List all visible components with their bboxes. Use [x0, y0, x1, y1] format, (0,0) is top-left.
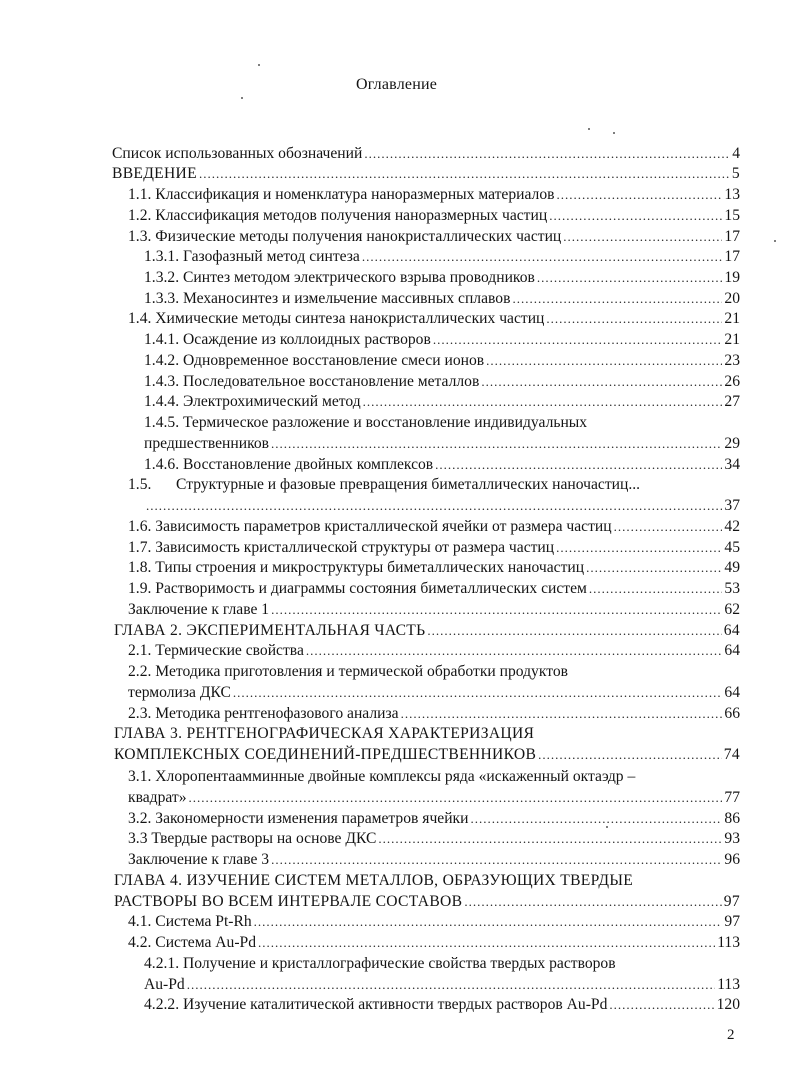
- toc-leader: [427, 620, 721, 642]
- toc-leader: [586, 557, 722, 579]
- toc-entry-title: 1.4.6. Восстановление двойных комплексов: [144, 456, 434, 473]
- toc-entry-page: 97: [724, 913, 740, 930]
- toc-entry-page: 4: [732, 145, 740, 162]
- toc-entry-title: РАСТВОРЫ ВО ВСЕМ ИНТЕРВАЛЕ СОСТАВОВ: [114, 893, 463, 910]
- toc-entry[interactable]: [128, 226, 740, 248]
- toc-entry-title: КОМПЛЕКСНЫХ СОЕДИНЕНИЙ-ПРЕДШЕСТВЕННИКОВ: [114, 746, 537, 763]
- toc-leader: [233, 682, 722, 704]
- toc-entry-page: 74: [723, 746, 740, 763]
- toc-entry-page: 21: [724, 310, 740, 327]
- toc-leader: [363, 391, 723, 413]
- toc-entry-line: 2.2. Методика приготовления и термической обработки продуктов: [128, 663, 568, 680]
- toc-entry-title: 3.3 Твердые растворы на основе ДКС: [128, 830, 377, 847]
- toc-entry-title: 1.6. Зависимость параметров кристаллической ячейки от размера частиц: [128, 518, 612, 535]
- toc-entry[interactable]: [114, 744, 740, 766]
- toc-entry[interactable]: [128, 516, 740, 538]
- toc-entry-line: ГЛАВА 3. РЕНТГЕНОГРАФИЧЕСКАЯ ХАРАКТЕРИЗАЦИЯ: [114, 725, 535, 742]
- toc-leader: [378, 828, 722, 850]
- toc-entry-page: 21: [724, 331, 740, 348]
- toc-entry[interactable]: [128, 787, 740, 809]
- toc-leader: [364, 143, 730, 165]
- toc-entry-title: 1.4. Химические методы синтеза нанокристаллических частиц: [128, 310, 545, 327]
- toc-entry-title: 1.2. Классификация методов получения наноразмерных частиц: [128, 207, 548, 224]
- toc-entry-number: 1.5.: [128, 476, 152, 493]
- toc-entry-page: 42: [724, 518, 740, 535]
- toc-leader: [470, 808, 722, 830]
- toc-entry-page: 45: [724, 539, 740, 556]
- toc-entry-page: 64: [724, 642, 740, 659]
- toc-leader: [486, 350, 722, 372]
- toc-entry-title: ВВЕДЕНИЕ: [112, 165, 197, 182]
- toc-leader: [199, 163, 730, 185]
- toc-entry-title: Au-Pd: [144, 976, 185, 993]
- toc-leader: [481, 371, 722, 393]
- toc-entry[interactable]: [144, 454, 740, 476]
- toc-entry-title: 1.3.2. Синтез методом электрического взрыва проводников: [144, 269, 535, 286]
- toc-entry[interactable]: [128, 599, 740, 621]
- toc-leader: [556, 537, 722, 559]
- toc-entry-page: 34: [724, 456, 740, 473]
- toc-entry-title: 1.9. Растворимость и диаграммы состояния биметаллических систем: [128, 580, 587, 597]
- toc-leader: [546, 308, 722, 330]
- toc-leader: [254, 911, 723, 933]
- toc-leader: [464, 891, 721, 913]
- toc-entry-page: 53: [724, 580, 740, 597]
- toc-entry[interactable]: [144, 495, 740, 517]
- toc-leader: [401, 703, 723, 725]
- toc-leader: [271, 433, 722, 455]
- toc-entry-line: Структурные и фазовые превращения биметаллических наночастиц...: [176, 476, 641, 493]
- toc-leader: [512, 288, 722, 310]
- toc-entry-title: предшественников: [144, 435, 270, 452]
- toc-entry-title: 1.8. Типы строения и микроструктуры биметаллических наночастиц: [128, 559, 585, 576]
- toc-entry-title: Заключение к главе 3: [128, 851, 270, 868]
- toc-entry[interactable]: [112, 163, 740, 185]
- toc-entry-page: 113: [717, 934, 740, 951]
- toc-entry[interactable]: [144, 329, 740, 351]
- toc-entry-page: 5: [731, 165, 740, 182]
- toc-entry[interactable]: [144, 288, 740, 310]
- toc-leader: [614, 516, 723, 538]
- toc-entry-line: ГЛАВА 4. ИЗУЧЕНИЕ СИСТЕМ МЕТАЛЛОВ, ОБРАЗУЮЩИХ ТВЕРДЫЕ: [114, 872, 634, 889]
- toc-entry-page: 17: [724, 248, 740, 265]
- toc-entry-page: 96: [724, 851, 740, 868]
- toc-entry-title: 1.3.1. Газофазный метод синтеза: [144, 248, 360, 265]
- toc-entry-line: 4.2.1. Получение и кристаллографические свойства твердых растворов: [144, 955, 616, 972]
- toc-leader: [537, 267, 723, 289]
- toc-entry-title: Заключение к главе 1: [128, 601, 270, 618]
- toc-leader: [187, 974, 715, 996]
- toc-entry-title: ГЛАВА 2. ЭКСПЕРИМЕНТАЛЬНАЯ ЧАСТЬ: [114, 622, 426, 639]
- toc-leader: [146, 495, 722, 517]
- toc-entry-page: 62: [724, 601, 740, 618]
- toc-entry[interactable]: [128, 932, 740, 954]
- toc-entry[interactable]: [128, 828, 740, 850]
- toc-entry-page: 26: [724, 373, 740, 390]
- toc-leader: [609, 994, 714, 1016]
- toc-entry-page: 17: [724, 228, 740, 245]
- toc-leader: [362, 246, 723, 268]
- toc-entry-page: 49: [724, 559, 740, 576]
- toc-entry[interactable]: [144, 994, 740, 1016]
- toc-entry-page: 19: [724, 269, 740, 286]
- toc-entry[interactable]: [144, 371, 740, 393]
- toc-entry[interactable]: [128, 557, 740, 579]
- toc-entry-title: 1.4.3. Последовательное восстановление металлов: [144, 373, 480, 390]
- toc-entry-page: 20: [724, 290, 740, 307]
- toc-entry-title: 2.3. Методика рентгенофазового анализа: [128, 705, 399, 722]
- toc-entry-title: 1.7. Зависимость кристаллической структуры от размера частиц: [128, 539, 555, 556]
- toc-entry-title: 3.2. Закономерности изменения параметров ячейки: [128, 810, 469, 827]
- toc-entry[interactable]: [144, 391, 740, 413]
- toc-leader: [258, 932, 715, 954]
- toc-entry[interactable]: [144, 246, 740, 268]
- toc-entry[interactable]: [128, 184, 740, 206]
- page-number: 2: [727, 1027, 735, 1043]
- toc-entry-page: 15: [724, 207, 740, 224]
- toc-entry[interactable]: [114, 891, 740, 913]
- scan-speck: [774, 240, 776, 242]
- toc-entry-page: 86: [724, 810, 740, 827]
- toc-entry-title: 1.3.3. Механосинтез и измельчение массивных сплавов: [144, 290, 511, 307]
- toc-leader: [271, 599, 722, 621]
- toc-entry-title: 2.1. Термические свойства: [128, 642, 304, 659]
- toc-entry[interactable]: [128, 578, 740, 600]
- toc-entry-page: 23: [724, 352, 740, 369]
- toc-leader: [306, 640, 723, 662]
- toc-entry[interactable]: [128, 849, 740, 871]
- toc-entry[interactable]: [128, 205, 740, 227]
- toc-entry-title: квадрат»: [128, 789, 187, 806]
- toc-entry[interactable]: [144, 974, 740, 996]
- toc-leader: [589, 578, 723, 600]
- toc-entry-line: 3.1. Хлоропентаамминные двойные комплексы ряда «искаженный октаэдр –: [128, 768, 636, 785]
- toc-entry-title: термолиза ДКС: [128, 684, 231, 701]
- toc-leader: [538, 744, 722, 766]
- toc-entry[interactable]: [128, 703, 740, 725]
- toc-entry[interactable]: [144, 350, 740, 372]
- toc-entry[interactable]: [112, 143, 740, 165]
- toc-entry[interactable]: [128, 808, 740, 830]
- toc-entry[interactable]: [128, 537, 740, 559]
- scan-speck: [588, 128, 590, 130]
- scan-speck: [606, 826, 608, 828]
- toc-entry-title: 1.4.4. Электрохимический метод: [144, 393, 361, 410]
- toc-leader: [271, 849, 722, 871]
- toc-entry-page: 13: [724, 186, 740, 203]
- toc-entry-title: 1.4.2. Одновременное восстановление смеси ионов: [144, 352, 485, 369]
- toc-leader: [557, 184, 723, 206]
- toc-entry-page: 93: [724, 830, 740, 847]
- toc-entry-page: 64: [723, 622, 740, 639]
- toc-entry-page: 113: [717, 976, 740, 993]
- scan-speck: [241, 97, 243, 99]
- toc-entry-page: 97: [723, 893, 740, 910]
- toc-entry[interactable]: [128, 640, 740, 662]
- toc-leader: [435, 454, 722, 476]
- toc-entry-title: 1.3. Физические методы получения нанокристаллических частиц: [128, 228, 562, 245]
- toc-entry[interactable]: [128, 911, 740, 933]
- toc-entry-title: 4.2. Система Au-Pd: [128, 934, 256, 951]
- toc-entry-title: 4.2.2. Изучение каталитической активности твердых растворов Au-Pd: [144, 996, 608, 1013]
- scan-speck: [258, 64, 260, 66]
- toc-leader: [433, 329, 723, 351]
- toc-leader: [549, 205, 722, 227]
- toc-entry-page: 37: [724, 497, 740, 514]
- toc-entry-page: 77: [724, 789, 740, 806]
- toc-entry-line: 1.4.5. Термическое разложение и восстановление индивидуальных: [144, 414, 588, 431]
- toc-entry[interactable]: [128, 682, 740, 704]
- toc-leader: [189, 787, 723, 809]
- toc-entry-title: Список использованных обозначений: [112, 145, 363, 162]
- toc-entry-title: 1.1. Классификация и номенклатура наноразмерных материалов: [128, 186, 555, 203]
- toc-entry-page: 29: [724, 435, 740, 452]
- toc-entry-page: 66: [724, 705, 740, 722]
- toc-entry[interactable]: [144, 433, 740, 455]
- toc-entry-page: 64: [724, 684, 740, 701]
- toc-entry-title: 4.1. Система Pt-Rh: [128, 913, 252, 930]
- scan-speck: [613, 132, 615, 134]
- toc-entry-page: 27: [724, 393, 740, 410]
- toc-entry-page: 120: [716, 996, 740, 1013]
- toc-entry[interactable]: [114, 620, 740, 642]
- toc-entry-title: 1.4.1. Осаждение из коллоидных растворов: [144, 331, 431, 348]
- toc-entry[interactable]: [144, 267, 740, 289]
- toc-leader: [563, 226, 722, 248]
- page-title: Оглавление: [355, 76, 438, 93]
- toc-entry[interactable]: [128, 308, 740, 330]
